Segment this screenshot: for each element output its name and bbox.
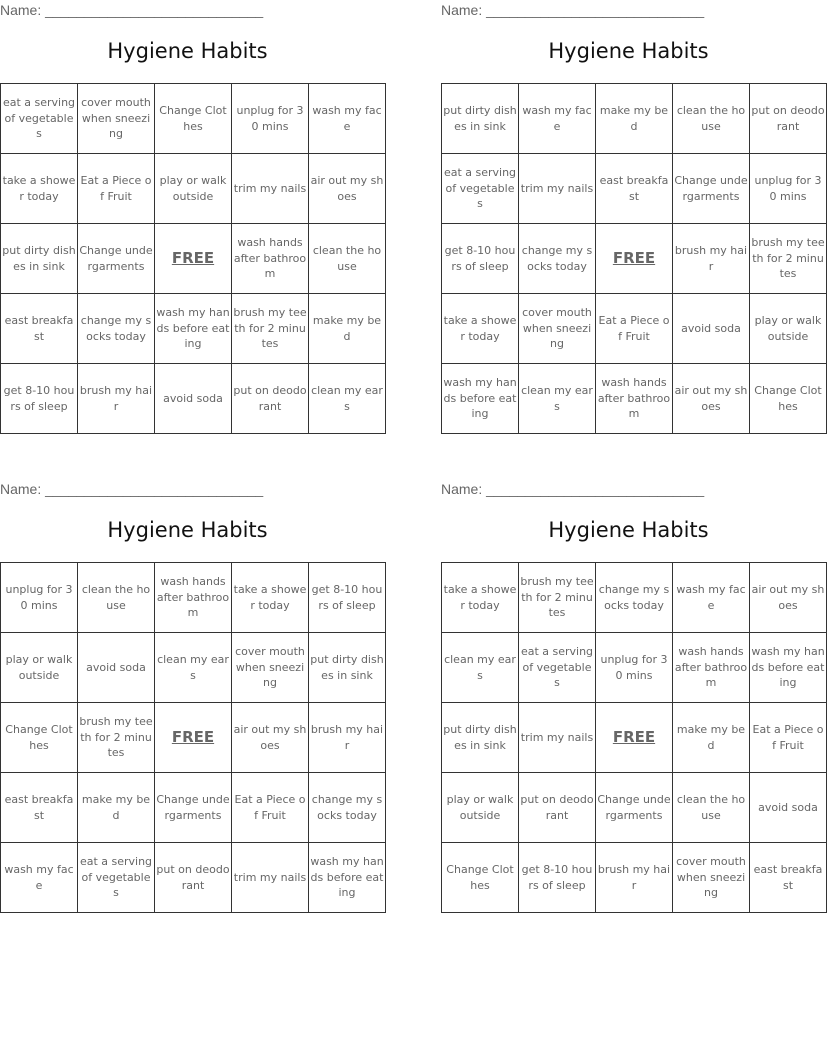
bingo-cell: wash hands after bathroom (673, 633, 750, 703)
bingo-cell: take a shower today (232, 563, 309, 633)
bingo-cell: east breakfast (1, 773, 78, 843)
bingo-cell: put dirty dishes in sink (1, 224, 78, 294)
bingo-cell: wash hands after bathroom (155, 563, 232, 633)
bingo-cell: change my socks today (596, 563, 673, 633)
bingo-row (1, 364, 386, 434)
bingo-cell: cover mouth when sneezing (519, 294, 596, 364)
bingo-cell: Eat a Piece of Fruit (78, 154, 155, 224)
bingo-cell: Eat a Piece of Fruit (232, 773, 309, 843)
bingo-cell: wash my face (1, 843, 78, 913)
bingo-cell: brush my teeth for 2 minutes (750, 224, 827, 294)
bingo-cell: put dirty dishes in sink (442, 703, 519, 773)
name-field-label: Name: ____________________________ (0, 481, 264, 497)
bingo-row (1, 84, 386, 154)
bingo-cell: trim my nails (232, 154, 309, 224)
bingo-cell: put on deodorant (232, 364, 309, 434)
bingo-cell: get 8-10 hours of sleep (519, 843, 596, 913)
bingo-cell: avoid soda (750, 773, 827, 843)
bingo-cell: Change Clothes (1, 703, 78, 773)
bingo-card-1 (0, 0, 384, 434)
bingo-cell: east breakfast (596, 154, 673, 224)
bingo-cell: take a shower today (442, 294, 519, 364)
bingo-cell: avoid soda (78, 633, 155, 703)
bingo-cell: Change Clothes (750, 364, 827, 434)
bingo-cell: play or walk outside (155, 154, 232, 224)
bingo-cell: take a shower today (1, 154, 78, 224)
bingo-row (1, 843, 386, 913)
bingo-row (442, 154, 827, 224)
bingo-cell: Change undergarments (78, 224, 155, 294)
bingo-cell: clean my ears (155, 633, 232, 703)
bingo-cell: avoid soda (673, 294, 750, 364)
bingo-cell: brush my teeth for 2 minutes (232, 294, 309, 364)
bingo-cell: unplug for 30 mins (750, 154, 827, 224)
bingo-cell: trim my nails (232, 843, 309, 913)
name-field-label: Name: ____________________________ (441, 2, 705, 18)
bingo-cell: Change undergarments (155, 773, 232, 843)
bingo-cell: wash my face (309, 84, 386, 154)
bingo-cell: get 8-10 hours of sleep (1, 364, 78, 434)
bingo-cell: brush my hair (596, 843, 673, 913)
bingo-cell: avoid soda (155, 364, 232, 434)
free-space: FREE (155, 703, 232, 773)
bingo-cell: wash hands after bathroom (232, 224, 309, 294)
bingo-row (442, 703, 827, 773)
card-title: Hygiene Habits (107, 518, 268, 542)
bingo-cell: wash my face (519, 84, 596, 154)
bingo-cell: Eat a Piece of Fruit (750, 703, 827, 773)
bingo-cell: make my bed (78, 773, 155, 843)
bingo-cell: put on deodorant (750, 84, 827, 154)
bingo-cell: wash my face (673, 563, 750, 633)
free-space: FREE (596, 703, 673, 773)
bingo-cell: brush my hair (78, 364, 155, 434)
bingo-row (442, 294, 827, 364)
bingo-cell: make my bed (309, 294, 386, 364)
bingo-cell: clean my ears (309, 364, 386, 434)
bingo-card-2 (441, 0, 825, 434)
name-field-label: Name: ____________________________ (0, 2, 264, 18)
card-title: Hygiene Habits (107, 39, 268, 63)
bingo-row (442, 563, 827, 633)
bingo-cell: Eat a Piece of Fruit (596, 294, 673, 364)
bingo-cell: cover mouth when sneezing (232, 633, 309, 703)
bingo-card-3 (0, 479, 384, 913)
bingo-cell: get 8-10 hours of sleep (309, 563, 386, 633)
bingo-grid (441, 562, 827, 913)
bingo-cell: eat a serving of vegetables (78, 843, 155, 913)
bingo-cell: wash my hands before eating (155, 294, 232, 364)
bingo-cell: eat a serving of vegetables (442, 154, 519, 224)
bingo-cell: air out my shoes (232, 703, 309, 773)
bingo-cell: Change undergarments (673, 154, 750, 224)
bingo-cell: unplug for 30 mins (1, 563, 78, 633)
bingo-cell: unplug for 30 mins (232, 84, 309, 154)
bingo-card-4 (441, 479, 825, 913)
bingo-grid (441, 83, 827, 434)
bingo-row (1, 633, 386, 703)
bingo-row (442, 364, 827, 434)
bingo-cell: brush my hair (309, 703, 386, 773)
bingo-row (1, 154, 386, 224)
bingo-cell: change my socks today (519, 224, 596, 294)
bingo-cell: clean the house (309, 224, 386, 294)
bingo-cell: put dirty dishes in sink (442, 84, 519, 154)
bingo-cell: brush my teeth for 2 minutes (78, 703, 155, 773)
card-title: Hygiene Habits (548, 39, 709, 63)
bingo-row (442, 84, 827, 154)
bingo-cell: change my socks today (78, 294, 155, 364)
bingo-cell: eat a serving of vegetables (1, 84, 78, 154)
bingo-cell: trim my nails (519, 154, 596, 224)
bingo-cell: wash my hands before eating (442, 364, 519, 434)
bingo-cell: air out my shoes (750, 563, 827, 633)
bingo-cell: Change Clothes (155, 84, 232, 154)
bingo-cell: put on deodorant (519, 773, 596, 843)
bingo-cell: air out my shoes (309, 154, 386, 224)
bingo-row (1, 294, 386, 364)
bingo-cell: east breakfast (1, 294, 78, 364)
bingo-cell: east breakfast (750, 843, 827, 913)
bingo-cell: clean the house (673, 773, 750, 843)
bingo-cell: wash hands after bathroom (596, 364, 673, 434)
bingo-cell: make my bed (673, 703, 750, 773)
bingo-cell: wash my hands before eating (750, 633, 827, 703)
bingo-cell: get 8-10 hours of sleep (442, 224, 519, 294)
bingo-cell: wash my hands before eating (309, 843, 386, 913)
card-title: Hygiene Habits (548, 518, 709, 542)
bingo-row (442, 633, 827, 703)
bingo-cell: air out my shoes (673, 364, 750, 434)
bingo-row (442, 773, 827, 843)
bingo-grid (0, 562, 386, 913)
bingo-cell: cover mouth when sneezing (673, 843, 750, 913)
free-space: FREE (155, 224, 232, 294)
bingo-cell: clean the house (78, 563, 155, 633)
free-space: FREE (596, 224, 673, 294)
bingo-cell: play or walk outside (750, 294, 827, 364)
bingo-row (442, 224, 827, 294)
bingo-cell: Change undergarments (596, 773, 673, 843)
bingo-cell: take a shower today (442, 563, 519, 633)
bingo-cell: change my socks today (309, 773, 386, 843)
bingo-cell: clean my ears (442, 633, 519, 703)
bingo-cell: clean my ears (519, 364, 596, 434)
bingo-cell: unplug for 30 mins (596, 633, 673, 703)
bingo-cell: put dirty dishes in sink (309, 633, 386, 703)
bingo-cell: Change Clothes (442, 843, 519, 913)
bingo-cell: eat a serving of vegetables (519, 633, 596, 703)
bingo-cell: brush my hair (673, 224, 750, 294)
bingo-row (1, 703, 386, 773)
bingo-row (442, 843, 827, 913)
bingo-row (1, 224, 386, 294)
bingo-cell: play or walk outside (1, 633, 78, 703)
bingo-row (1, 563, 386, 633)
bingo-cell: make my bed (596, 84, 673, 154)
bingo-cell: put on deodorant (155, 843, 232, 913)
name-field-label: Name: ____________________________ (441, 481, 705, 497)
bingo-cell: trim my nails (519, 703, 596, 773)
bingo-cell: brush my teeth for 2 minutes (519, 563, 596, 633)
bingo-cell: cover mouth when sneezing (78, 84, 155, 154)
bingo-cell: clean the house (673, 84, 750, 154)
bingo-grid (0, 83, 386, 434)
bingo-row (1, 773, 386, 843)
bingo-cell: play or walk outside (442, 773, 519, 843)
